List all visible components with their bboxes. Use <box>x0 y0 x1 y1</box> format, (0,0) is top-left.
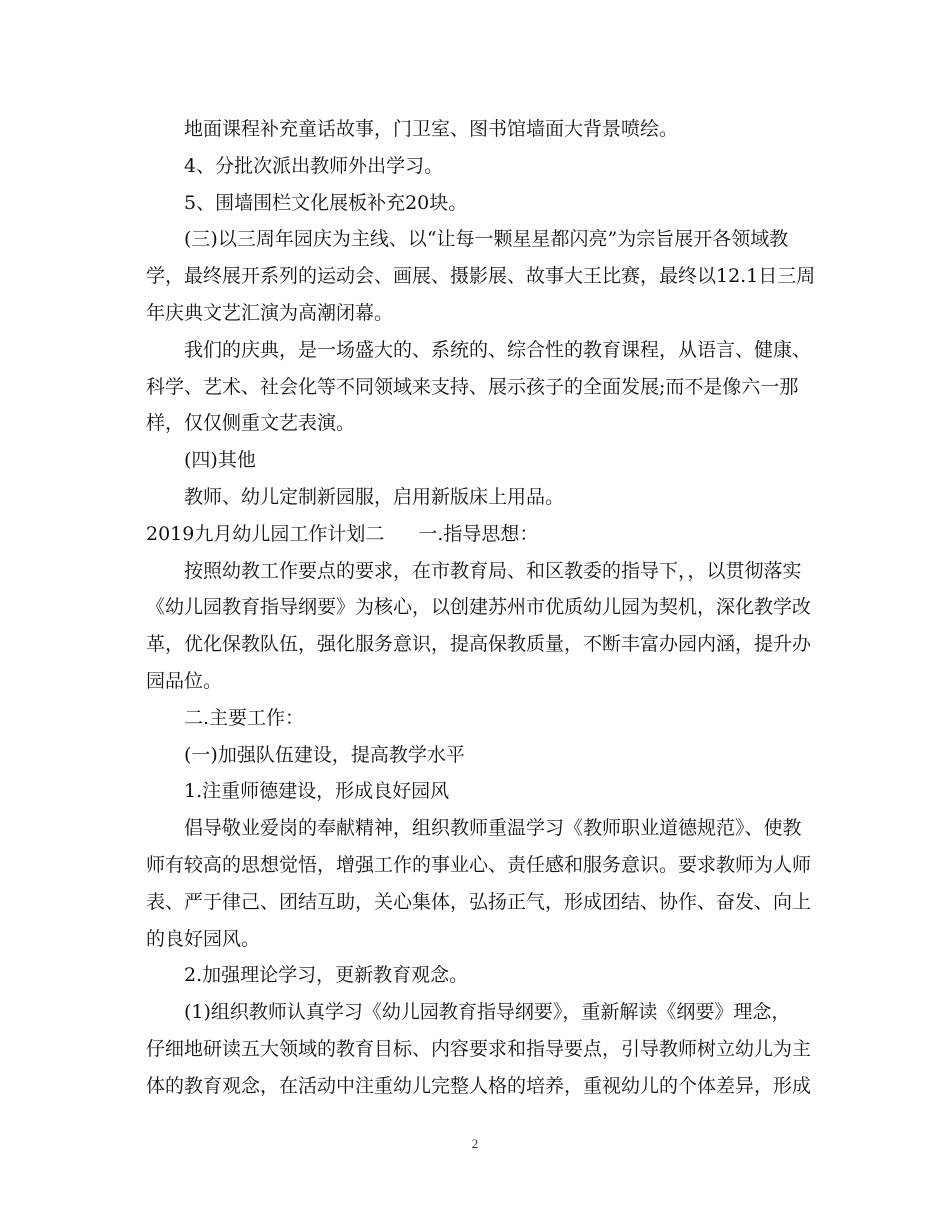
text-line: 学，最终展开系列的运动会、画展、摄影展、故事大王比赛，最终以12.1日三周 <box>146 265 816 288</box>
text-line: (四)其他 <box>184 449 256 472</box>
page-number: 2 <box>471 1136 479 1151</box>
text-line: 革，优化保教队伍，强化服务意识，提高保教质量，不断丰富办园内涵，提升办 <box>146 633 812 656</box>
text-line: 地面课程补充童话故事，门卫室、图书馆墙面大背景喷绘。 <box>184 118 679 140</box>
section-block-1 <box>146 111 814 516</box>
plan-title: 2019九月幼儿园工作计划二 <box>146 522 385 545</box>
text-line: 二.主要工作： <box>184 706 305 729</box>
text-line: 按照幼教工作要点的要求，在市教育局、和区教委的指导下，，以贯彻落实 <box>184 559 802 582</box>
document-body <box>146 111 814 1105</box>
text-line: 科学、艺术、社会化等不同领域来支持、展示孩子的全面发展;而不是像六一那 <box>146 375 799 398</box>
text-line: 园品位。 <box>146 669 223 692</box>
text-line: 表、严于律己、团结互助，关心集体，弘扬正气，形成团结、协作、奋发、向上 <box>146 890 812 913</box>
text-line: 体的教育观念，在活动中注重幼儿完整人格的培养，重视幼儿的个体差异，形成 <box>146 1074 812 1097</box>
text-line: 5、围墙围栏文化展板补充20块。 <box>184 191 468 214</box>
section-heading <box>146 516 814 553</box>
text-line: 《幼儿园教育指导纲要》为核心，以创建苏州市优质幼儿园为契机，深化教学改 <box>146 596 812 619</box>
text-line: 的良好园风。 <box>146 927 261 950</box>
text-line: 师有较高的思想觉悟，增强工作的事业心、责任感和服务意识。要求教师为人师 <box>146 853 812 876</box>
text-line: 2.加强理论学习，更新教育观念。 <box>184 964 469 987</box>
text-line: (三)以三周年园庆为主线、以“让每一颗星星都闪亮”为宗旨展开各领域教 <box>184 228 789 251</box>
text-line: 年庆典文艺汇演为高潮闭幕。 <box>146 301 394 324</box>
text-line: 4、分批次派出教师外出学习。 <box>184 154 444 177</box>
heading-line <box>146 516 814 553</box>
guiding-thought-heading: 一.指导思想： <box>418 522 539 545</box>
text-line: 我们的庆典，是一场盛大的、系统的、综合性的教育课程，从语言、健康、 <box>184 338 812 361</box>
section-block-2 <box>146 553 814 1105</box>
text-line: 样，仅仅侧重文艺表演。 <box>146 412 356 435</box>
text-line: 仔细地研读五大领域的教育目标、内容要求和指导要点，引导教师树立幼儿为主 <box>146 1037 812 1060</box>
text-line: (1)组织教师认真学习《幼儿园教育指导纲要》，重新解读《纲要》理念， <box>184 1001 791 1024</box>
text-line: (一)加强队伍建设，提高教学水平 <box>184 743 465 766</box>
text-line: 1.注重师德建设，形成良好园风 <box>184 780 450 803</box>
text-line: 倡导敬业爱岗的奉献精神，组织教师重温学习《教师职业道德规范》、使教 <box>184 817 802 840</box>
text-line: 教师、幼儿定制新园服，启用新版床上用品。 <box>184 485 565 508</box>
